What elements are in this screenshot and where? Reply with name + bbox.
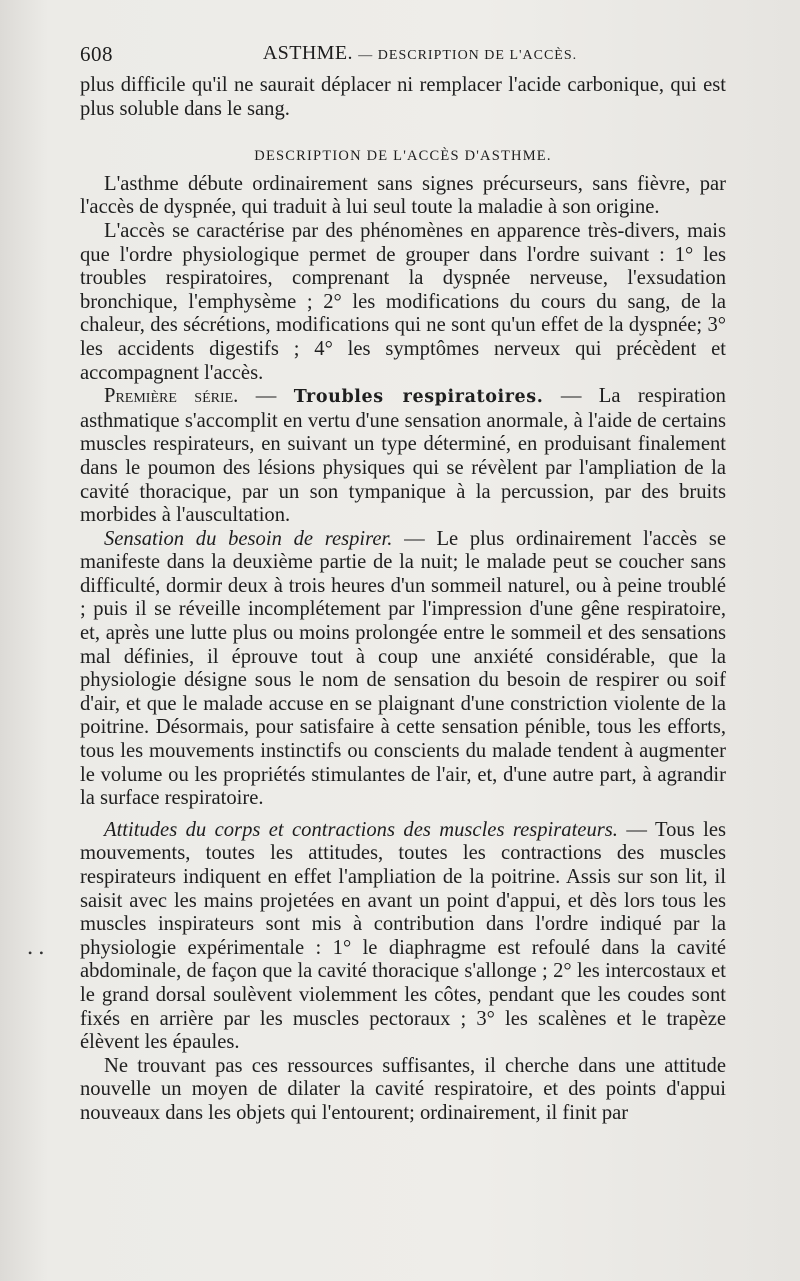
paragraph-phenomena: L'accès se caractérise par des phénomènes en apparence très-divers, mais que l'ordre physiologique permet de grouper dans l'ordre suivant : 1° les troubles respiratoires, comprenant la dyspnée nerveuse, l'exsudation bronchique, l'emphysème ; 2° les modifications du cours du sang, de la chaleur, des sécrétions, modifications qui ne sont qu'un effet de la dyspnée; 3° les accidents digestifs ; 4° les symptômes nerveux qui précèdent et accompagnent l'accès. (80, 219, 726, 384)
body-text (80, 74, 726, 1126)
attitudes-body: — Tous les mouvements, toutes les attitudes, toutes les contractions des muscles respirateurs indiquent en effet l'ampliation de la poitrine. Assis sur son lit, il saisit avec les mains projetées en avant un point d'appui, et dès lors tous les muscles inspirateurs sont mis à contribution dans l'ordre indiqué par la physiologie expérimentale : 1° le diaphragme est refoulé dans la cavité abdominale, de façon que la cavité thoracique s'allonge ; 2° les intercostaux et le grand dorsal soulèvent violemment les côtes, pendant que les coudes sont fixés en arrière par les muscles pectoraux ; 3° les scalènes et le trapèze élèvent les épaules. (80, 818, 726, 1054)
paragraph-attitudes (80, 819, 726, 1055)
page-number: 608 (80, 42, 113, 66)
margin-mark: • • (28, 946, 46, 960)
paragraph-continuation: plus difficile qu'il ne saurait déplacer ni remplacer l'acide carbonique, qui est plus soluble dans le sang. (80, 74, 726, 120)
section-heading: DESCRIPTION DE L'ACCÈS D'ASTHME. (254, 148, 552, 165)
running-title-rest: — DESCRIPTION DE L'ACCÈS. (358, 48, 578, 63)
paragraph-new-attitude: Ne trouvant pas ces ressources suffisantes, il cherche dans une attitude nouvelle un moyen de dilater la cavité respiratoire, et des points d'appui nouveaux dans les objets qui l'entourent; ordinairement, il finit par (80, 1054, 726, 1124)
series-label: Première série. (104, 385, 239, 408)
paragraph-first-series (80, 385, 726, 528)
sensation-body: — Le plus ordinairement l'accès se manifeste dans la deuxième partie de la nuit; le malade peut se coucher sans difficulté, dormir deux à trois heures d'un sommeil naturel, ou à peine troublé ; puis il se réveille incomplétement par l'impression d'une gêne respiratoire, et, après une lutte plus ou moins prolongée entre le sommeil et des sensations mal définies, il éprouve tout à coup une anxiété considérable, que la physiologie désigne sous le nom de sensation du besoin de respirer ou soif d'air, et que le malade accuse en se plaignant d'une constriction violente de la poitrine. Désormais, pour satisfaire à cette sensation pénible, tous les efforts, tous les mouvements instinctifs ou conscients du malade tendent à augmenter le volume ou les propriétés stimulantes de l'air, et, d'une autre part, à agrandir la surface respiratoire. (80, 527, 727, 810)
subsection-title-attitudes: Attitudes du corps et contractions des muscles respirateurs. (104, 818, 618, 841)
running-header (80, 42, 760, 72)
running-title-main: ASTHME. (262, 42, 353, 64)
series-body: — La respiration asthmatique s'accomplit en vertu d'une sensation anormale, à l'aide de certains muscles respirateurs, en suivant un type déterminé, en produisant finalement dans le poumon des lésions physiques qui se révèlent par l'ampliation de la cavité thoracique, par un son tympanique à la percussion, par des bruits morbides à l'auscultation. (80, 385, 726, 527)
paragraph-sensation (80, 528, 726, 811)
subsection-title-sensation: Sensation du besoin de respirer. (104, 527, 393, 550)
series-title: Troubles respiratoires. (293, 387, 544, 408)
series-dash: — (255, 385, 294, 408)
running-title (80, 42, 760, 65)
paragraph-onset: L'asthme débute ordinairement sans signes précurseurs, sans fièvre, par l'accès de dyspnée, qui traduit à lui seul toute la maladie à son origine. (80, 172, 726, 219)
